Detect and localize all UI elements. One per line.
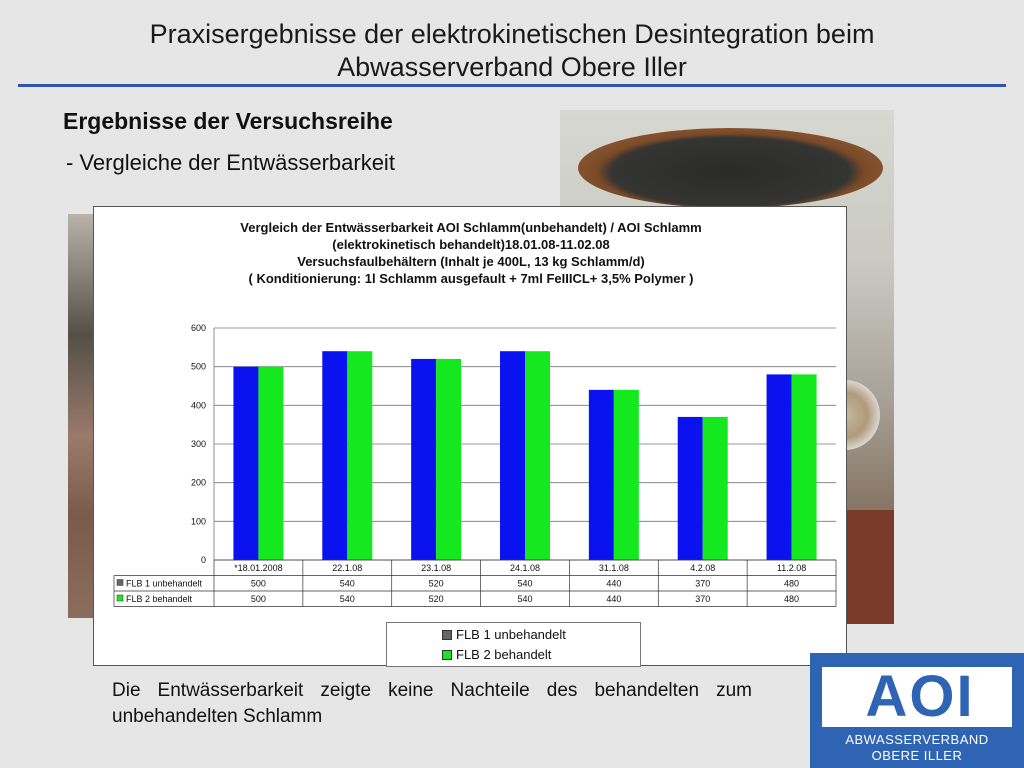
bar-series2 [436, 359, 461, 560]
table-series-name: FLB 2 behandelt [126, 594, 193, 604]
table-legend-swatch [117, 595, 123, 601]
sludge-tray [578, 128, 883, 208]
x-category-label: 22.1.08 [332, 563, 363, 573]
y-tick-label: 600 [190, 323, 206, 333]
chart-title-line2: (elektrokinetisch behandelt)18.01.08-11.02.08 [332, 237, 610, 252]
bar-series1 [500, 351, 525, 560]
logo-text-line2: OBERE ILLER [871, 748, 963, 763]
legend-swatch-series1 [442, 630, 452, 640]
table-cell-value: 520 [428, 578, 444, 589]
legend-label-series1: FLB 1 unbehandelt [456, 627, 566, 642]
bar-series1 [589, 390, 614, 560]
legend-entry-series2 [442, 647, 551, 662]
bar-series2 [347, 351, 372, 560]
table-cell-value: 370 [695, 594, 711, 604]
y-tick-label: 400 [190, 400, 206, 411]
bar-series1 [411, 359, 436, 560]
bar-series2 [614, 390, 639, 560]
bar-series2 [258, 367, 283, 560]
conclusion-text: Die Entwässerbarkeit zeigte keine Nachteile des behandelten zum unbehandelten Schlamm [112, 680, 752, 727]
logo-mark: AOI [865, 664, 975, 729]
table-cell-value: 540 [339, 594, 355, 604]
chart-title-line4: ( Konditionierung: 1l Schlamm ausgefault + 7ml FeIIICL+ 3,5% Polymer ) [248, 271, 694, 286]
bar-series1 [233, 367, 258, 560]
x-category-label: 31.1.08 [598, 563, 629, 573]
slide-title-line1: Praxisergebnisse der elektrokinetischen Desintegration beim [149, 19, 875, 49]
table-cell-value: 520 [428, 594, 444, 604]
bar-chart [94, 207, 846, 617]
table-cell-value: 500 [250, 578, 266, 589]
x-category-label: 24.1.08 [509, 563, 541, 573]
aoi-logo [810, 653, 1024, 768]
bar-series1 [322, 351, 347, 560]
y-tick-label: 300 [190, 439, 206, 449]
table-cell-value: 480 [784, 578, 800, 589]
chart-legend [386, 622, 641, 667]
legend-label-series2: FLB 2 behandelt [456, 647, 552, 662]
logo-text-line1: ABWASSERVERBAND [845, 732, 989, 747]
legend-entry-series1 [442, 627, 566, 642]
bar-series2 [703, 417, 728, 560]
slide-title-line2: Abwasserverband Obere Iller [337, 52, 687, 82]
chart-frame [93, 206, 847, 666]
table-cell-value: 540 [339, 578, 355, 589]
bar-series2 [525, 351, 550, 560]
bar-series1 [767, 374, 792, 560]
y-tick-label: 200 [190, 477, 206, 488]
table-cell-value: 500 [250, 594, 266, 604]
table-cell-value: 440 [606, 578, 622, 589]
table-legend-swatch [117, 580, 123, 586]
table-cell-value: 540 [517, 578, 533, 589]
logo-panel [822, 664, 1012, 729]
x-category-label: 11.2.08 [776, 563, 807, 573]
section-heading: Ergebnisse der Versuchsreihe [63, 108, 393, 134]
title-divider [18, 84, 1006, 87]
table-cell-value: 440 [606, 594, 622, 604]
y-tick-label: 100 [190, 516, 206, 527]
x-category-label: *18.01.2008 [234, 563, 283, 573]
table-cell-value: 480 [784, 594, 800, 604]
table-series-name: FLB 1 unbehandelt [126, 578, 203, 589]
y-tick-label: 0 [200, 555, 206, 565]
table-cell-value: 540 [517, 594, 533, 604]
slide-title [0, 18, 1024, 84]
section-subheading: - Vergleiche der Entwässerbarkeit [66, 150, 395, 175]
x-category-label: 4.2.08 [690, 563, 716, 573]
bar-series2 [792, 374, 817, 560]
legend-swatch-series2 [442, 650, 452, 660]
x-category-label: 23.1.08 [421, 563, 452, 573]
chart-title-line3: Versuchsfaulbehältern (Inhalt je 400L, 13 kg Schlamm/d) [297, 254, 645, 269]
chart-title-line1: Vergleich der Entwässerbarkeit AOI Schlamm(unbehandelt) / AOI Schlamm [240, 220, 702, 235]
table-cell-value: 370 [695, 578, 711, 589]
y-tick-label: 500 [190, 361, 206, 372]
bar-series1 [678, 417, 703, 560]
